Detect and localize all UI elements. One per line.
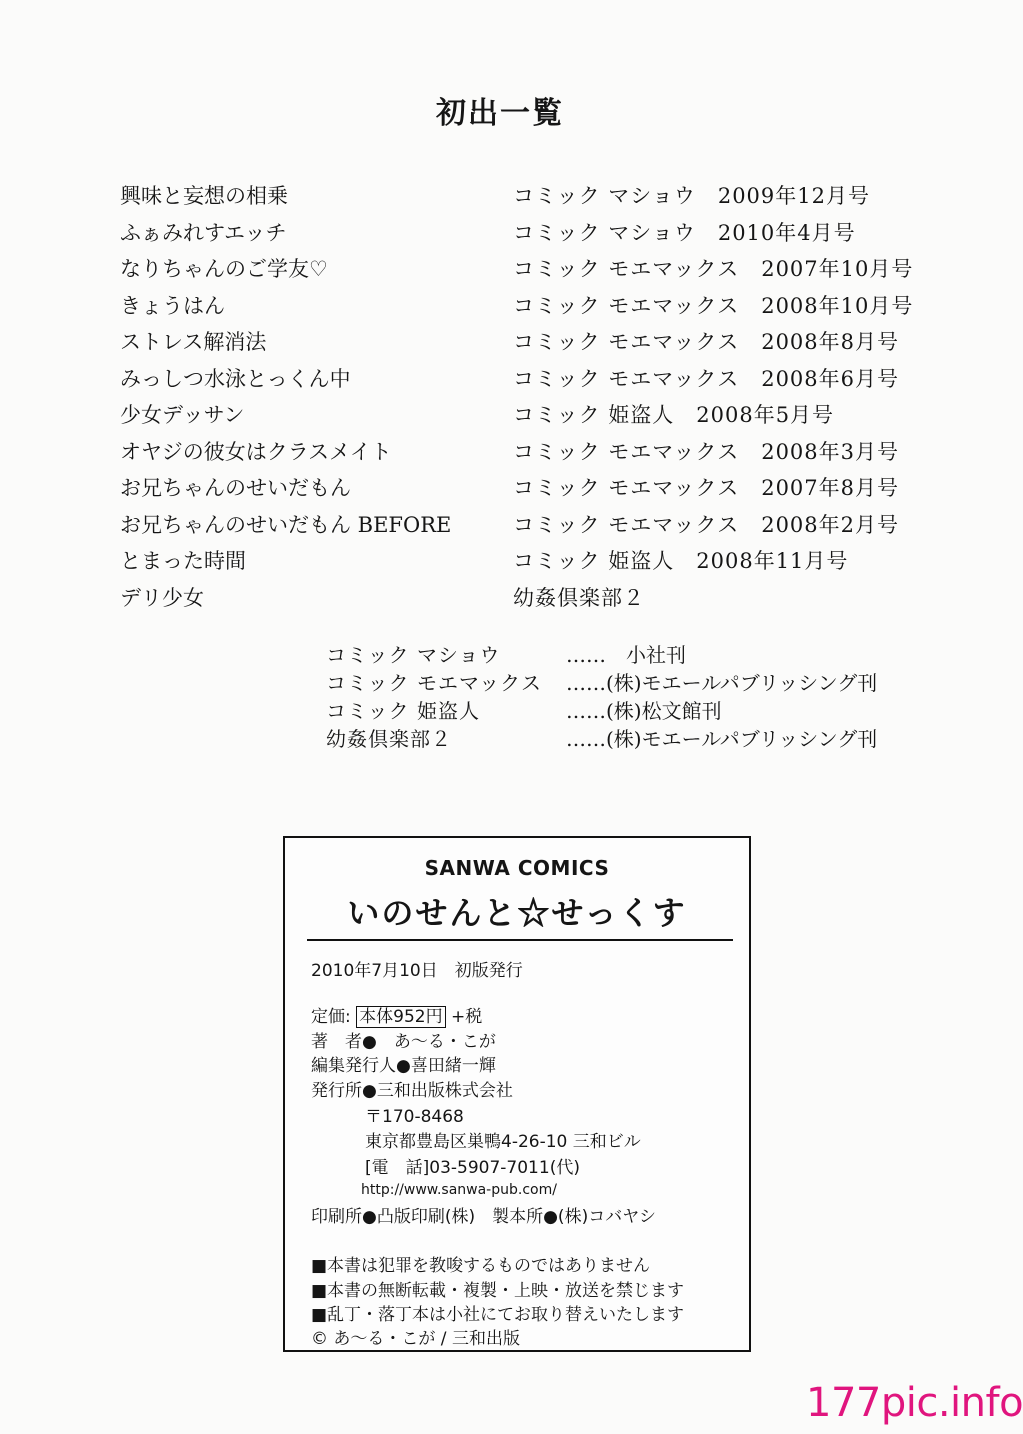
note-publisher: ……(株)モエールパブリッシング刊 (566, 727, 878, 751)
edition-date: 2010年7月10日 初版発行 (311, 961, 523, 981)
work-title: オヤジの彼女はクラスメイト (120, 439, 392, 464)
work-title: きょうはん (120, 293, 225, 318)
copyright: © あ〜る・こが / 三和出版 (311, 1329, 520, 1349)
author-line: 著 者● あ〜る・こが (311, 1032, 496, 1052)
note-row (326, 698, 966, 726)
magazine-issue: コミック マショウ 2009年12月号 (513, 184, 870, 208)
note-magazine: コミック マショウ (326, 643, 501, 667)
work-title: 興味と妄想の相乗 (120, 184, 288, 208)
list-item (120, 251, 940, 288)
publisher-line: 発行所●三和出版株式会社 (311, 1081, 513, 1101)
price-line (311, 1002, 482, 1027)
note-row (326, 726, 966, 754)
list-item (120, 215, 940, 252)
magazine-issue: コミック 姫盗人 2008年5月号 (513, 403, 835, 427)
work-title: ふぁみれすエッチ (120, 220, 287, 245)
editor-line: 編集発行人●喜田緒一輝 (311, 1056, 496, 1076)
address: 東京都豊島区巣鴨4-26-10 三和ビル (365, 1132, 641, 1152)
magazine-issue: コミック モエマックス 2007年8月号 (513, 476, 900, 500)
list-item (120, 397, 940, 434)
work-title: デリ少女 (120, 585, 204, 610)
work-title: ストレス解消法 (120, 330, 267, 354)
magazine-issue: コミック モエマックス 2007年10月号 (513, 257, 914, 281)
list-item (120, 361, 940, 398)
postal-code: 〒170-8468 (365, 1107, 464, 1127)
website-link[interactable]: http://www.sanwa-pub.com/ (361, 1182, 557, 1198)
notice-replace: ■乱丁・落丁本は小社にてお取り替えいたします (311, 1305, 685, 1325)
magazine-issue: コミック モエマックス 2008年10月号 (513, 293, 914, 318)
list-item (120, 580, 940, 617)
notice-copy: ■本書の無断転載・複製・上映・放送を禁じます (311, 1281, 685, 1301)
magazine-issue: コミック モエマックス 2008年2月号 (513, 512, 900, 537)
title-divider (307, 939, 733, 941)
work-title: 少女デッサン (120, 403, 245, 427)
work-title: なりちゃんのご学友♡ (120, 257, 328, 281)
work-title: みっしつ水泳とっくん中 (120, 366, 351, 391)
note-publisher: ……(株)モエールパブリッシング刊 (566, 671, 878, 695)
note-publisher: …… 小社刊 (566, 643, 686, 667)
price-suffix: +税 (451, 1007, 483, 1027)
colophon-box (283, 836, 751, 1352)
list-item (120, 324, 940, 361)
note-row (326, 642, 966, 670)
phone: [電 話]03-5907-7011(代) (365, 1158, 580, 1178)
note-magazine: コミック モエマックス (326, 671, 542, 695)
work-title: お兄ちゃんのせいだもん BEFORE (120, 512, 452, 537)
note-magazine: 幼姦倶楽部２ (326, 727, 452, 751)
watermark: 177pic.info (806, 1380, 1023, 1426)
work-title: とまった時間 (120, 549, 246, 573)
note-publisher: ……(株)松文館刊 (566, 699, 722, 723)
price-value: 本体952円 (356, 1006, 445, 1028)
work-title: お兄ちゃんのせいだもん (120, 476, 351, 500)
page-title: 初出一覧 (436, 96, 564, 131)
magazine-issue: 幼姦倶楽部２ (513, 585, 645, 610)
list-item (120, 178, 940, 215)
list-item (120, 470, 940, 507)
publisher-notes (326, 642, 966, 754)
list-item (120, 543, 940, 580)
list-item (120, 434, 940, 471)
series-name: SANWA COMICS (424, 856, 610, 880)
list-item (120, 288, 940, 325)
list-item (120, 507, 940, 544)
printer-line: 印刷所●凸版印刷(株) 製本所●(株)コバヤシ (311, 1207, 657, 1227)
book-title: いのせんと☆せっくす (347, 894, 687, 932)
note-row (326, 670, 966, 698)
magazine-issue: コミック モエマックス 2008年8月号 (513, 330, 900, 354)
magazine-issue: コミック モエマックス 2008年3月号 (513, 439, 900, 464)
magazine-issue: コミック 姫盗人 2008年11月号 (513, 549, 849, 573)
magazine-issue: コミック モエマックス 2008年6月号 (513, 366, 900, 391)
magazine-issue: コミック マショウ 2010年4月号 (513, 220, 856, 245)
note-magazine: コミック 姫盗人 (326, 699, 480, 723)
notice-crime: ■本書は犯罪を教唆するものではありません (311, 1256, 651, 1276)
price-label: 定価: (311, 1007, 351, 1027)
publication-list (120, 178, 940, 616)
